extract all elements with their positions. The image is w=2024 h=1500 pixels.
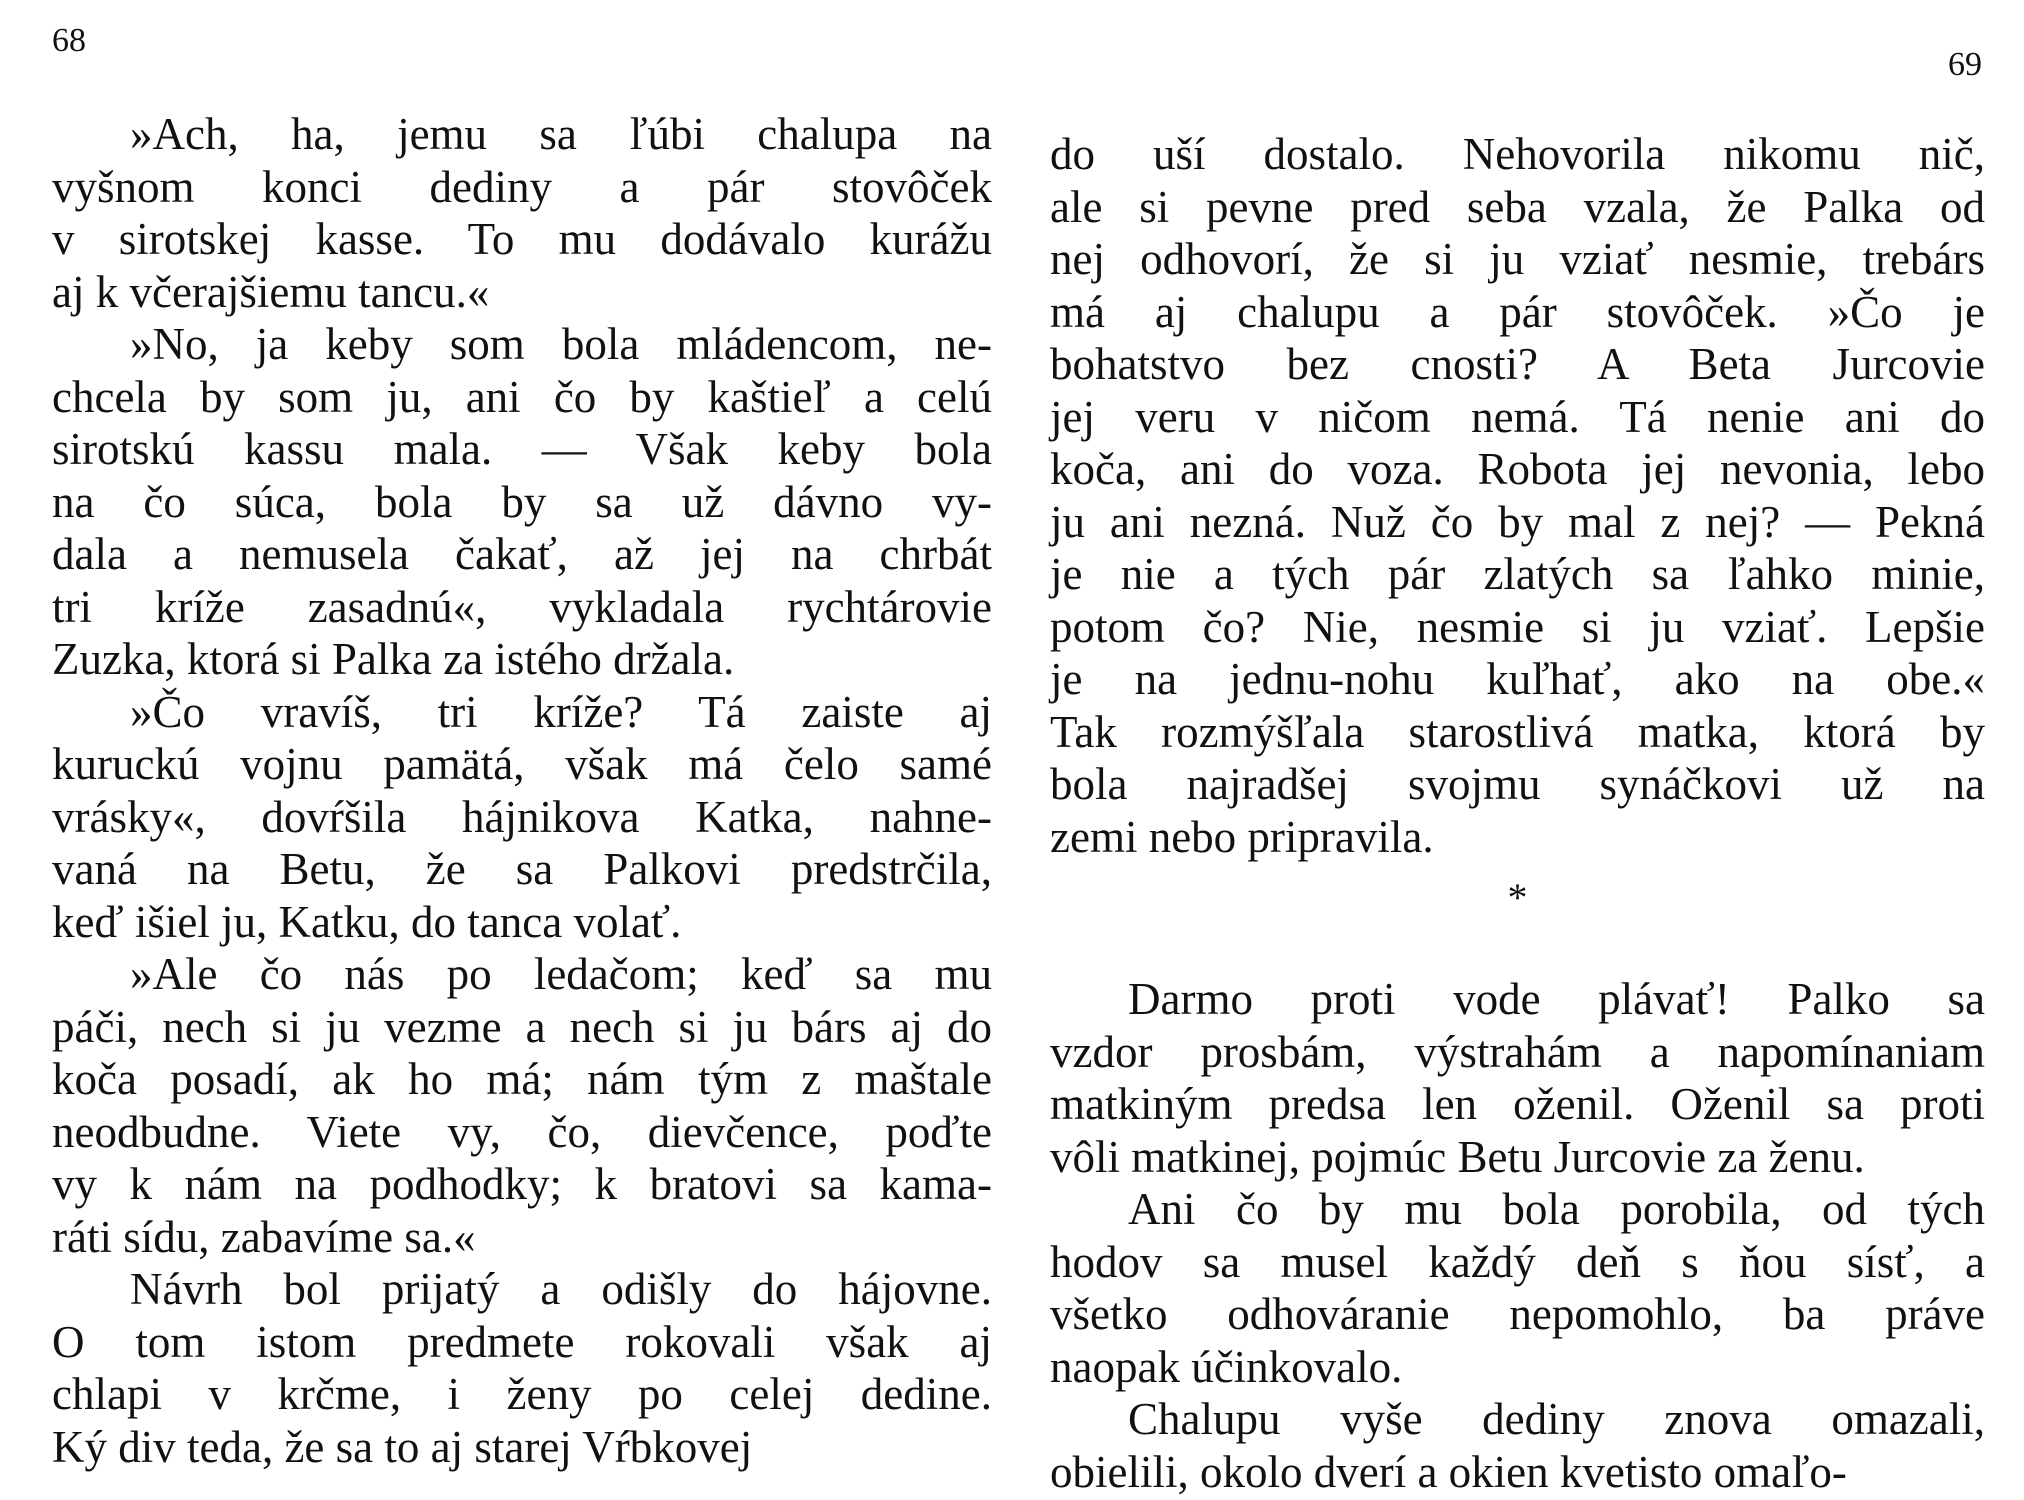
section-separator-star: * <box>1507 875 1528 920</box>
text-line: koča posadí, ak ho má; nám tým z maštale <box>52 1054 992 1104</box>
paragraph <box>52 948 992 1263</box>
text-line: ráti sídu, zabavíme sa.« <box>52 1211 476 1262</box>
right-column-text <box>1050 128 1985 1498</box>
text-line: páči, nech si ju vezme a nech si ju bárs aj do <box>52 1001 992 1052</box>
page-number-right: 69 <box>1948 46 1982 83</box>
text-line: »Ach, ha, jemu sa ľúbi chalupa na <box>130 109 992 159</box>
paragraph <box>52 686 992 949</box>
text-line: aj k včerajšiemu tancu.« <box>52 266 490 317</box>
text-line: jej veru v ničom nemá. Tá nenie ani do <box>1050 391 1985 442</box>
text-line: vyšnom konci dediny a pár stovôček <box>52 161 992 212</box>
text-line: Darmo proti vode plávať! Palko sa <box>1128 974 1985 1024</box>
text-line: chlapi v krčme, i ženy po celej dedine. <box>52 1369 992 1419</box>
text-line: naopak účinkovalo. <box>1050 1341 1403 1392</box>
text-line: hodov sa musel každý deň s ňou sísť, a <box>1050 1236 1985 1287</box>
text-line: O tom istom predmete rokovali však aj <box>52 1316 992 1367</box>
text-line: nej odhovorí, že si ju vziať nesmie, trebárs <box>1050 234 1985 284</box>
text-line: zemi nebo pripravila. <box>1050 811 1434 862</box>
text-line: na čo súca, bola by sa už dávno vy- <box>52 476 992 527</box>
text-line: všetko odhováranie nepomohlo, ba práve <box>1050 1289 1985 1339</box>
text-line: obielili, okolo dverí a okien kvetisto omaľo- <box>1050 1446 1847 1497</box>
text-line: Chalupu vyše dediny znova omazali, <box>1128 1394 1985 1444</box>
text-line: ju ani nezná. Nuž čo by mal z nej? — Pekná <box>1050 496 1985 547</box>
text-line: koča, ani do voza. Robota jej nevonia, lebo <box>1050 444 1985 494</box>
text-line: je na jednu-nohu kuľhať, ako na obe.« <box>1050 654 1985 704</box>
paragraph <box>52 318 992 686</box>
text-line: bola najradšej svojmu synáčkovi už na <box>1050 759 1985 809</box>
paragraph <box>52 108 992 318</box>
text-line: vy k nám na podhodky; k bratovi sa kama- <box>52 1159 992 1209</box>
text-line: »No, ja keby som bola mládencom, ne- <box>130 319 992 369</box>
text-line: vaná na Betu, že sa Palkovi predstrčila, <box>52 844 992 894</box>
page-number-left: 68 <box>52 22 86 59</box>
text-line: chcela by som ju, ani čo by kaštieľ a celú <box>52 371 992 422</box>
text-line: je nie a tých pár zlatých sa ľahko minie, <box>1050 549 1985 599</box>
paragraph <box>1050 1183 1985 1393</box>
text-line: do uší dostalo. Nehovorila nikomu nič, <box>1050 129 1985 179</box>
text-line: Tak rozmýšľala starostlivá matka, ktorá by <box>1050 706 1985 757</box>
paragraph <box>1050 128 1985 863</box>
text-line: Ani čo by mu bola porobila, od tých <box>1128 1184 1985 1234</box>
text-line: má aj chalupu a pár stovôček. »Čo je <box>1050 286 1985 337</box>
text-line: vôli matkinej, pojmúc Betu Jurcovie za ženu. <box>1050 1131 1865 1182</box>
text-line: sirotskú kassu mala. — Však keby bola <box>52 424 992 474</box>
text-line: Zuzka, ktorá si Palka za istého držala. <box>52 634 735 684</box>
text-line: v sirotskej kasse. To mu dodávalo kurážu <box>52 214 992 264</box>
text-line: dala a nemusela čakať, až jej na chrbát <box>52 529 992 579</box>
left-column-text <box>52 108 992 1473</box>
text-line: neodbudne. Viete vy, čo, dievčence, poďte <box>52 1106 992 1157</box>
text-line: Ký div teda, že sa to aj starej Vŕbkovej <box>52 1421 753 1472</box>
text-line: potom čo? Nie, nesmie si ju vziať. Lepšie <box>1050 601 1985 652</box>
text-line: »Ale čo nás po ledačom; keď sa mu <box>130 949 992 999</box>
text-line: Návrh bol prijatý a odišly do hájovne. <box>130 1264 992 1314</box>
paragraph <box>1050 1393 1985 1498</box>
text-line: »Čo vravíš, tri kríže? Tá zaiste aj <box>130 686 992 737</box>
text-line: vrásky«, dovŕšila hájnikova Katka, nahne- <box>52 791 992 842</box>
text-line: bohatstvo bez cnosti? A Beta Jurcovie <box>1050 339 1985 389</box>
text-line: vzdor prosbám, výstrahám a napomínaniam <box>1050 1026 1985 1077</box>
text-line: matkiným predsa len oženil. Oženil sa proti <box>1050 1079 1985 1129</box>
text-line: kuruckú vojnu pamätá, však má čelo samé <box>52 739 992 789</box>
text-line: tri kríže zasadnú«, vykladala rychtárovie <box>52 581 992 632</box>
paragraph <box>1050 973 1985 1183</box>
text-line: ale si pevne pred seba vzala, že Palka od <box>1050 181 1985 232</box>
paragraph <box>52 1263 992 1473</box>
text-line: keď išiel ju, Katku, do tanca volať. <box>52 896 682 947</box>
